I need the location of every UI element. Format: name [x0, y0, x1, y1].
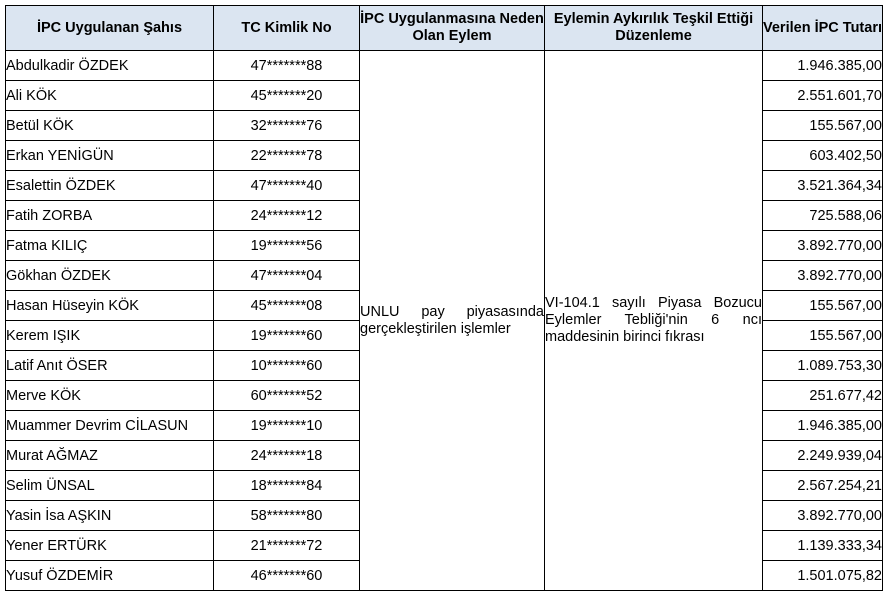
regulation-cell — [545, 51, 763, 591]
amount-cell: 155.567,00 — [763, 291, 883, 321]
person-name-cell: Erkan YENİGÜN — [6, 141, 214, 171]
tc-number-cell: 45*******20 — [214, 81, 360, 111]
amount-cell: 3.521.364,34 — [763, 171, 883, 201]
person-name-cell: Yusuf ÖZDEMİR — [6, 561, 214, 591]
amount-cell: 1.089.753,30 — [763, 351, 883, 381]
tc-number-cell: 45*******08 — [214, 291, 360, 321]
amount-cell: 1.139.333,34 — [763, 531, 883, 561]
amount-cell: 2.249.939,04 — [763, 441, 883, 471]
tc-number-cell: 22*******78 — [214, 141, 360, 171]
tc-number-cell: 19*******60 — [214, 321, 360, 351]
action-text: UNLU pay piyasasında gerçekleştirilen işlemler — [360, 303, 544, 337]
amount-cell: 2.567.254,21 — [763, 471, 883, 501]
tc-number-cell: 58*******80 — [214, 501, 360, 531]
amount-cell: 2.551.601,70 — [763, 81, 883, 111]
header-person: İPC Uygulanan Şahıs — [6, 6, 214, 51]
person-name-cell: Muammer Devrim CİLASUN — [6, 411, 214, 441]
amount-cell: 155.567,00 — [763, 111, 883, 141]
tc-number-cell: 60*******52 — [214, 381, 360, 411]
tc-number-cell: 32*******76 — [214, 111, 360, 141]
person-name-cell: Fatma KILIÇ — [6, 231, 214, 261]
person-name-cell: Latif Anıt ÖSER — [6, 351, 214, 381]
person-name-cell: Esalettin ÖZDEK — [6, 171, 214, 201]
tc-number-cell: 47*******88 — [214, 51, 360, 81]
person-name-cell: Abdulkadir ÖZDEK — [6, 51, 214, 81]
person-name-cell: Fatih ZORBA — [6, 201, 214, 231]
amount-cell: 1.946.385,00 — [763, 51, 883, 81]
regulation-text: VI-104.1 sayılı Piyasa Bozucu Eylemler Tebliği'nin 6 ncı maddesinin birinci fıkrası — [545, 295, 762, 345]
tc-number-cell: 46*******60 — [214, 561, 360, 591]
tc-number-cell: 19*******10 — [214, 411, 360, 441]
person-name-cell: Yasin İsa AŞKIN — [6, 501, 214, 531]
action-cell — [360, 51, 545, 591]
amount-cell: 603.402,50 — [763, 141, 883, 171]
amount-cell: 3.892.770,00 — [763, 501, 883, 531]
header-amount: Verilen İPC Tutarı — [763, 6, 883, 51]
header-row — [6, 6, 883, 51]
amount-cell: 3.892.770,00 — [763, 261, 883, 291]
person-name-cell: Kerem IŞIK — [6, 321, 214, 351]
person-name-cell: Yener ERTÜRK — [6, 531, 214, 561]
header-tc: TC Kimlik No — [214, 6, 360, 51]
amount-cell: 1.946.385,00 — [763, 411, 883, 441]
person-name-cell: Hasan Hüseyin KÖK — [6, 291, 214, 321]
tc-number-cell: 24*******12 — [214, 201, 360, 231]
person-name-cell: Merve KÖK — [6, 381, 214, 411]
tc-number-cell: 24*******18 — [214, 441, 360, 471]
tc-number-cell: 47*******04 — [214, 261, 360, 291]
amount-cell: 251.677,42 — [763, 381, 883, 411]
tc-number-cell: 21*******72 — [214, 531, 360, 561]
amount-cell: 3.892.770,00 — [763, 231, 883, 261]
amount-cell: 725.588,06 — [763, 201, 883, 231]
tc-number-cell: 10*******60 — [214, 351, 360, 381]
tc-number-cell: 19*******56 — [214, 231, 360, 261]
person-name-cell: Ali KÖK — [6, 81, 214, 111]
ipc-table — [5, 5, 883, 591]
table-body — [6, 51, 883, 591]
person-name-cell: Gökhan ÖZDEK — [6, 261, 214, 291]
tc-number-cell: 18*******84 — [214, 471, 360, 501]
person-name-cell: Murat AĞMAZ — [6, 441, 214, 471]
header-action: İPC Uygulanmasına Neden Olan Eylem — [360, 6, 545, 51]
person-name-cell: Betül KÖK — [6, 111, 214, 141]
table-row — [6, 51, 883, 81]
person-name-cell: Selim ÜNSAL — [6, 471, 214, 501]
tc-number-cell: 47*******40 — [214, 171, 360, 201]
amount-cell: 155.567,00 — [763, 321, 883, 351]
amount-cell: 1.501.075,82 — [763, 561, 883, 591]
header-regulation: Eylemin Aykırılık Teşkil Ettiği Düzenleme — [545, 6, 763, 51]
